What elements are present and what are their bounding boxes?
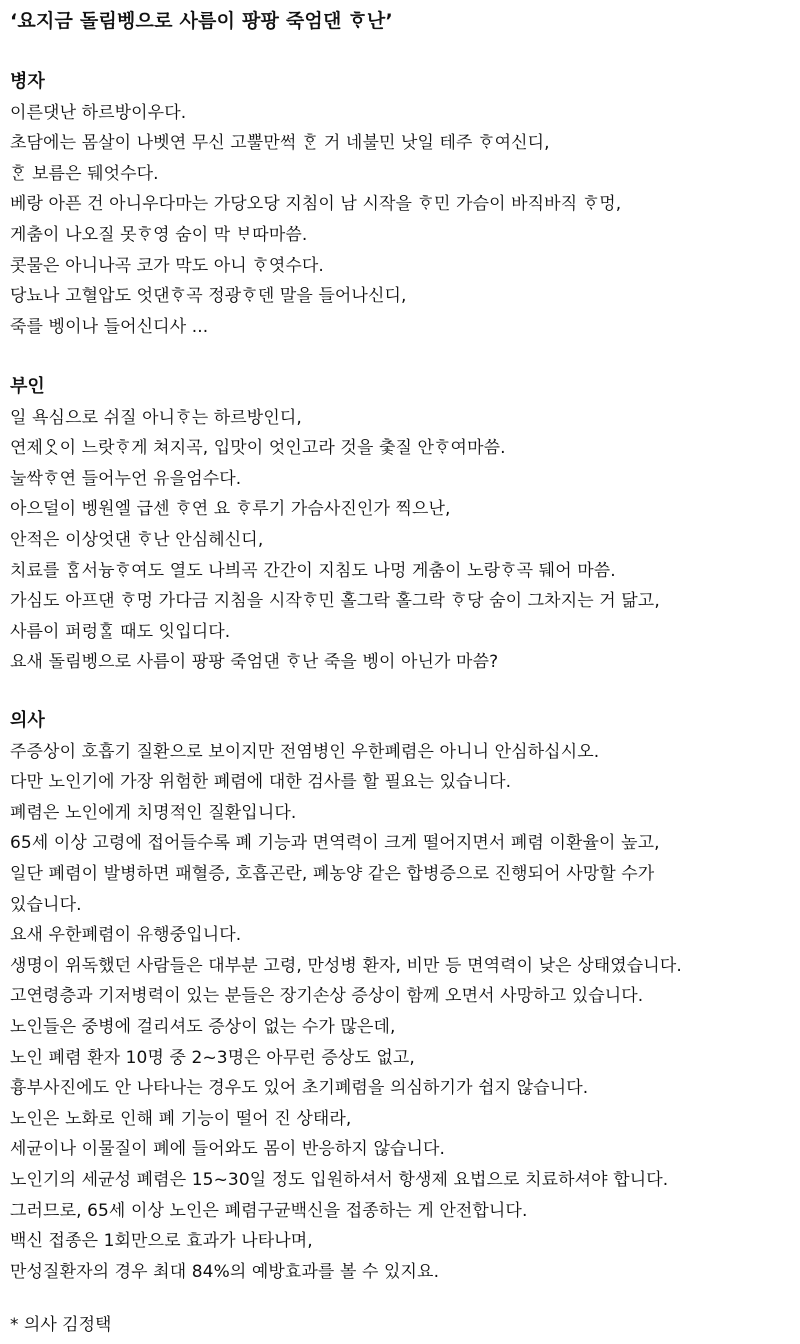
text-line: 그러므로, 65세 이상 노인은 폐렴구균백신을 접종하는 게 안전합니다. (10, 1200, 528, 1221)
text-line: 연제ᄋᆞᆺ이 느랏ᄒᆞ게 쳐지곡, 입맛이 엇인고라 것을 춫질 안ᄒᆞ여마씀. (10, 438, 506, 459)
section-heading-patient: 병자 (10, 71, 45, 92)
text-line: 노인은 노화로 인해 폐 기능이 떨어 진 상태라, (10, 1108, 352, 1129)
text-line: 있습니다. (10, 894, 82, 915)
text-line: 아으덜이 벵원엘 급센 ᄒᆞ연 요 ᄒᆞ루기 가슴사진인가 찍으난, (10, 499, 451, 520)
text-line: 세균이나 이물질이 폐에 들어와도 몸이 반응하지 않습니다. (10, 1139, 446, 1160)
section-patient (10, 67, 796, 342)
text-line: 죽를 벵이나 들어신디사 ... (10, 316, 209, 337)
text-line: 노인기의 세균성 폐렴은 15~30일 정도 입원하셔서 항생제 요법으로 치료하셔야 합니다. (10, 1169, 669, 1190)
text-line: 사름이 퍼렁ᄒᆞᆯ 때도 잇입디다. (10, 621, 231, 642)
section-heading-wife: 부인 (10, 376, 45, 397)
text-line: 콧물은 아니나곡 코가 막도 아니 ᄒᆞ엿수다. (10, 255, 324, 276)
text-line: 일단 폐렴이 발병하면 패혈증, 호흡곤란, 폐농양 같은 합병증으로 진행되어 사망할 수가 (10, 863, 655, 884)
text-line: 다만 노인기에 가장 위험한 폐렴에 대한 검사를 할 필요는 있습니다. (10, 772, 512, 793)
text-line: 당뇨나 고혈압도 엇댄ᄒᆞ곡 정광ᄒᆞ덴 말을 들어나신디, (10, 286, 407, 307)
section-wife (10, 372, 796, 678)
text-line: 안적은 이상엇댄 ᄒᆞ난 안심헤신디, (10, 529, 264, 550)
text-line: 베랑 아픈 건 아니우다마는 가당오당 지침이 남 시작을 ᄒᆞ민 가슴이 바직바직 ᄒᆞ멍, (10, 194, 622, 215)
text-line: 고연령층과 기저병력이 있는 분들은 장기손상 증상이 함께 오면서 사망하고 있습니다. (10, 986, 644, 1007)
article-title: ‘요지금 돌림벵으로 사름이 팡팡 죽엄댄 ᄒᆞ난’ (10, 10, 393, 32)
text-line: 요새 돌림벵으로 사름이 팡팡 죽엄댄 ᄒᆞ난 죽을 벵이 아닌가 마씀? (10, 652, 499, 673)
text-line: 이른댓난 하르방이우다. (10, 102, 187, 123)
text-line: 흉부사진에도 안 나타나는 경우도 있어 초기폐렴을 의심하기가 쉽지 않습니다. (10, 1078, 589, 1099)
text-line: 가심도 아프댄 ᄒᆞ멍 가다금 지침을 시작ᄒᆞ민 홀그락 홀그락 ᄒᆞ당 숨이 그차지는 거 닮고, (10, 591, 660, 612)
text-line: 생명이 위독했던 사람들은 대부분 고령, 만성병 환자, 비만 등 면역력이 낮은 상태였습니다. (10, 955, 682, 976)
section-heading-doctor: 의사 (10, 710, 45, 731)
patient-lines (10, 98, 796, 343)
text-line: 요새 우한폐렴이 유행중입니다. (10, 925, 242, 946)
text-line: 폐렴은 노인에게 치명적인 질환입니다. (10, 802, 297, 823)
text-line: 치료를 ᄒᆞᆷ서늉ᄒᆞ여도 열도 나븨곡 간간이 지침도 나멍 게춤이 노랑ᄒᆞ곡 뒈어 마씀. (10, 560, 616, 581)
text-line: 백신 접종은 1회만으로 효과가 나타나며, (10, 1231, 313, 1252)
text-line: 일 욕심으로 쉬질 아니ᄒᆞ는 하르방인디, (10, 407, 302, 428)
section-doctor (10, 706, 796, 1287)
text-line: 주증상이 호흡기 질환으로 보이지만 전염병인 우한폐렴은 아니니 안심하십시오. (10, 741, 600, 762)
text-line: ᄒᆞᆫ 보름은 뒈엇수다. (10, 163, 159, 184)
text-line: 초담에는 몸살이 나벳연 무신 고뿔만썩 ᄒᆞᆫ 거 네불민 낫일 테주 ᄒᆞ여신디, (10, 133, 550, 154)
doctor-lines (10, 737, 796, 1288)
text-line: 노인들은 중병에 걸리셔도 증상이 없는 수가 많은데, (10, 1016, 396, 1037)
wife-lines (10, 403, 796, 678)
text-line: 게춤이 나오질 못ᄒᆞ영 숨이 막 ᄇᆞ따마씀. (10, 224, 308, 245)
author-credit: * 의사 김정택 (10, 1315, 112, 1335)
text-line: 눌싹ᄒᆞ연 들어누언 유을엄수다. (10, 468, 242, 489)
text-line: 노인 폐렴 환자 10명 중 2~3명은 아무런 증상도 없고, (10, 1047, 415, 1068)
text-line: 65세 이상 고령에 접어들수록 폐 기능과 면역력이 크게 떨어지면서 폐렴 이환율이 높고, (10, 833, 660, 854)
text-line: 만성질환자의 경우 최대 84%의 예방효과를 볼 수 있지요. (10, 1261, 440, 1282)
